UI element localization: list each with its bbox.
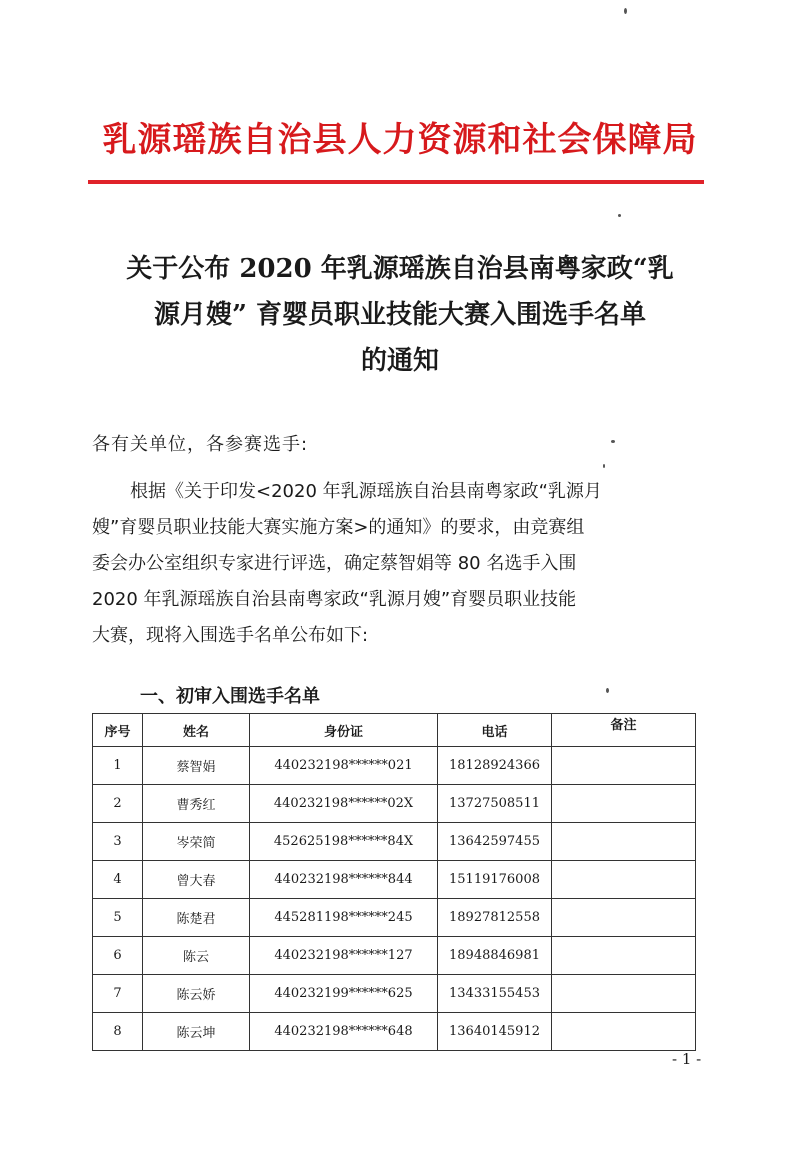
scan-speck [618,214,621,217]
cell-phone: 18948846981 [438,937,552,975]
table-row [93,785,696,823]
cell-index: 3 [93,823,143,861]
cell-id: 440232198******02X [250,785,438,823]
page-number: - 1 - [672,1050,702,1068]
table-header-row [93,714,696,747]
scan-speck [624,8,627,14]
cell-index: 8 [93,1013,143,1051]
cell-phone: 15119176008 [438,861,552,899]
cell-id: 452625198******84X [250,823,438,861]
document-title [80,246,720,384]
candidate-table [92,713,696,1051]
salutation: 各有关单位，各参赛选手: [92,434,309,455]
cell-index: 7 [93,975,143,1013]
title-line-3: 的通知 [360,346,439,376]
cell-remark [552,747,696,785]
table-row [93,937,696,975]
cell-remark [552,937,696,975]
red-divider-rule [88,180,704,184]
cell-phone: 18128924366 [438,747,552,785]
section-heading: 一、初审入围选手名单 [140,686,320,707]
cell-id: 440232198******844 [250,861,438,899]
cell-name: 陈云坤 [143,1013,250,1051]
scan-speck [606,688,609,693]
cell-remark [552,1013,696,1051]
body-line: 根据《关于印发<2020 年乳源瑶族自治县南粤家政“乳源月 [130,481,602,502]
scan-speck [603,464,605,468]
issuing-organization-header: 乳源瑶族自治县人力资源和社会保障局 [102,120,698,160]
cell-remark [552,899,696,937]
cell-phone: 13433155453 [438,975,552,1013]
body-line: 嫂”育婴员职业技能大赛实施方案>的通知》的要求，由竞赛组 [92,517,585,538]
cell-index: 1 [93,747,143,785]
table-row [93,1013,696,1051]
cell-id: 445281198******245 [250,899,438,937]
cell-id: 440232199******625 [250,975,438,1013]
cell-name: 曾大春 [143,861,250,899]
cell-name: 曹秀红 [143,785,250,823]
table-row [93,747,696,785]
header-cell-id: 身份证 [250,714,438,747]
cell-index: 4 [93,861,143,899]
body-line: 大赛，现将入围选手名单公布如下: [92,625,369,646]
cell-index: 2 [93,785,143,823]
cell-remark [552,975,696,1013]
body-line: 委会办公室组织专家进行评选，确定蔡智娟等 80 名选手入围 [92,553,577,574]
cell-id: 440232198******648 [250,1013,438,1051]
cell-name: 陈楚君 [143,899,250,937]
cell-index: 5 [93,899,143,937]
cell-phone: 13640145912 [438,1013,552,1051]
cell-id: 440232198******127 [250,937,438,975]
cell-index: 6 [93,937,143,975]
cell-remark [552,785,696,823]
cell-remark [552,823,696,861]
cell-phone: 13727508511 [438,785,552,823]
cell-name: 陈云娇 [143,975,250,1013]
table-row [93,975,696,1013]
scan-speck [611,440,615,443]
table-row [93,861,696,899]
header-cell-remark: 备注 [552,714,696,747]
table-row [93,823,696,861]
cell-name: 陈云 [143,937,250,975]
cell-name: 岑荣简 [143,823,250,861]
cell-phone: 18927812558 [438,899,552,937]
header-cell-phone: 电话 [438,714,552,747]
table-row [93,899,696,937]
body-paragraph [92,474,702,654]
cell-phone: 13642597455 [438,823,552,861]
body-line: 2020 年乳源瑶族自治县南粤家政“乳源月嫂”育婴员职业技能 [92,589,577,610]
cell-remark [552,861,696,899]
cell-id: 440232198******021 [250,747,438,785]
title-line-1: 关于公布 2020 年乳源瑶族自治县南粤家政“乳 [126,254,674,284]
title-line-2: 源月嫂” 育婴员职业技能大赛入围选手名单 [153,300,646,330]
cell-name: 蔡智娟 [143,747,250,785]
header-cell-index: 序号 [93,714,143,747]
header-cell-name: 姓名 [143,714,250,747]
